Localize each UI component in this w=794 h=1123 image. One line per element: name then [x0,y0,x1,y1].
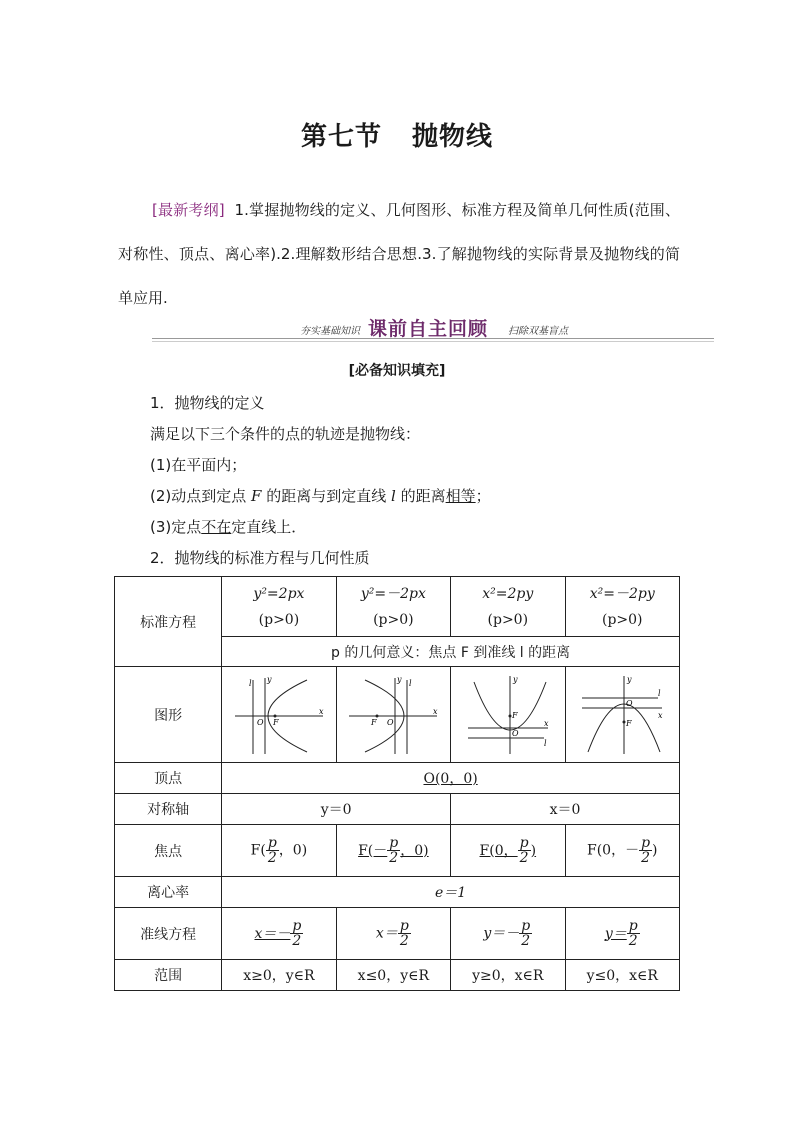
svg-text:F: F [511,710,518,720]
condition-2: (2)动点到定点 F 的距离与到定直线 l 的距离相等； [150,487,491,505]
focus-cell: F(－ $\frac{p}{2}$ ，0) [336,825,450,877]
range-cell: x≥0，y∈R [222,960,336,991]
row-header-directrix: 准线方程 [115,908,222,960]
directrix-cell: x＝－ $\frac{p}{2}$ [222,908,336,960]
directrix-cell: x＝ $\frac{p}{2}$ [336,908,450,960]
svg-text:l: l [543,738,547,748]
definition-intro: 满足以下三个条件的点的轨迹是抛物线： [150,425,421,443]
condition-1: (1)在平面内； [150,456,247,474]
svg-text:O: O [626,698,633,708]
definition-heading: 1．抛物线的定义 [150,394,265,412]
blank-not-on: 不在 [201,518,232,536]
svg-text:y: y [512,674,518,684]
svg-text:O: O [256,717,264,727]
svg-text:y: y [627,674,632,684]
section-banner [152,318,714,340]
section-number: 第七节 [300,122,382,152]
svg-text:x: x [318,706,324,716]
graph-left-opening [336,667,450,763]
syllabus-tag: [最新考纲] [152,201,225,219]
directrix-cell: y＝ $\frac{p}{2}$ [565,908,679,960]
banner-title: 课前自主回顾 [368,318,489,340]
axis-x-value: y＝0 [222,794,451,825]
row-header-standard: 标准方程 [115,577,222,667]
row-header-range: 范围 [115,960,222,991]
knowledge-heading: [必备知识填充] [348,363,446,379]
equation-cell: x²=2py (p>0) [451,577,565,637]
graph-up-opening [451,667,565,763]
svg-text:O: O [387,717,394,727]
syllabus-paragraph [118,188,680,320]
equation-cell: y²=－2px (p>0) [336,577,450,637]
range-cell: x≤0，y∈R [336,960,450,991]
axis-y-value: x＝0 [451,794,680,825]
svg-text:F: F [272,717,279,727]
svg-text:y: y [397,674,402,684]
svg-text:F: F [626,718,632,728]
row-header-eccentricity: 离心率 [115,877,222,908]
banner-left-text: 夯实基础知识 [300,326,360,337]
svg-text:x: x [658,710,663,720]
svg-text:y: y [266,674,272,684]
equation-cell: x²=－2py (p>0) [565,577,679,637]
svg-text:l: l [409,678,412,688]
p-meaning: p 的几何意义：焦点 F 到准线 l 的距离 [222,637,680,667]
row-header-graph: 图形 [115,667,222,763]
eccentricity-value: e＝1 [222,877,680,908]
syllabus-text: 1.掌握抛物线的定义、几何图形、标准方程及简单几何性质(范围、对称性、顶点、离心率).2.理解数形结合思想.3.了解抛物线的实际背景及抛物线的简单应用. [118,201,680,307]
svg-text:x: x [543,718,549,728]
condition-3: (3)定点不在定直线上． [150,518,307,536]
directrix-cell: y＝－ $\frac{p}{2}$ [451,908,565,960]
row-header-vertex: 顶点 [115,763,222,794]
vertex-value: O(0，0) [222,763,680,794]
svg-text:x: x [433,706,438,716]
focus-cell: F( $\frac{p}{2}$ ，0) [222,825,336,877]
focus-cell: F(0，－ $\frac{p}{2}$ ) [565,825,679,877]
banner-right-text: 扫除双基盲点 [508,326,568,337]
properties-heading: 2．抛物线的标准方程与几何性质 [150,549,370,567]
section-topic: 抛物线 [412,122,494,152]
range-cell: y≤0，x∈R [565,960,679,991]
svg-text:O: O [511,728,519,738]
page-title [0,116,794,153]
graph-right-opening [222,667,336,763]
equation-cell: y²=2px (p>0) [222,577,336,637]
range-cell: y≥0，x∈R [451,960,565,991]
svg-text:l: l [248,678,252,688]
graph-down-opening [565,667,679,763]
svg-text:l: l [658,688,661,698]
row-header-focus: 焦点 [115,825,222,877]
svg-text:F: F [371,717,377,727]
focus-cell: F(0， $\frac{p}{2}$ ) [451,825,565,877]
row-header-axis: 对称轴 [115,794,222,825]
blank-equal: 相等 [445,487,476,505]
properties-table [114,576,680,991]
